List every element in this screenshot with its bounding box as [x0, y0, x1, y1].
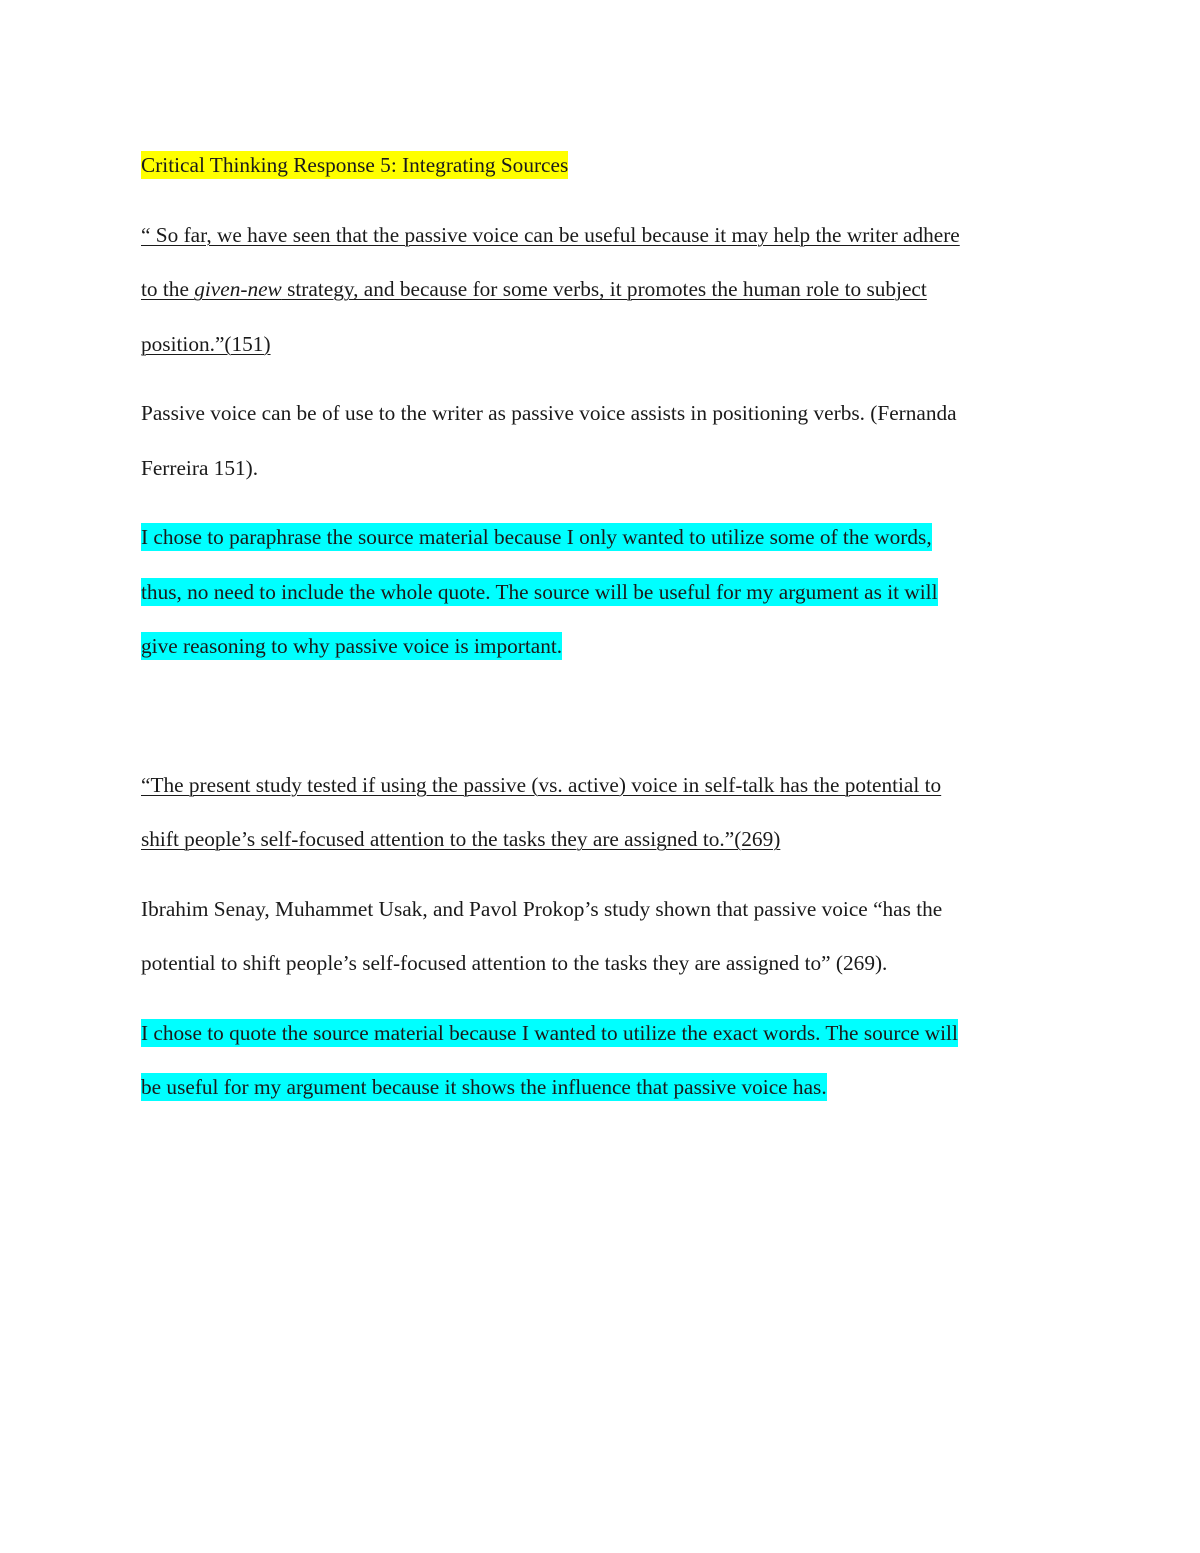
quote-1-line-3: position.”(151): [141, 331, 271, 356]
reflection-1-line-2: thus, no need to include the whole quote. The source will be useful for my argument as it will: [141, 579, 938, 604]
quote-1-line-2-pre: to the: [141, 277, 195, 301]
quote-1-line-2-post: strategy, and because for some verbs, it promotes the human role to subject: [281, 277, 927, 301]
reflection-paragraph-2: [141, 1006, 1061, 1115]
quote-block-2: [141, 758, 1061, 867]
blank-line: [141, 689, 1061, 758]
document-body: [141, 138, 1061, 1130]
reflection-1-line-1: I chose to paraphrase the source material because I only wanted to utilize some of the words,: [141, 525, 932, 549]
quotation-paragraph: [141, 882, 1061, 991]
reflection-2-line-2: be useful for my argument because it shows the influence that passive voice has.: [141, 1075, 827, 1099]
quote-2-line-2: shift people’s self-focused attention to the tasks they are assigned to.”(269): [141, 827, 781, 851]
title-text: Critical Thinking Response 5: Integrating Sources: [141, 153, 569, 177]
quote-2-line-1: “The present study tested if using the passive (vs. active) voice in self-talk has the potential to: [141, 772, 942, 797]
paraphrase-line-1: Passive voice can be of use to the writer as passive voice assists in positioning verbs. (Fernanda: [141, 401, 957, 425]
reflection-1-line-3: give reasoning to why passive voice is important.: [141, 634, 563, 658]
quote-1-italic-term: given-new: [194, 277, 282, 301]
quote-block-1: [141, 208, 1061, 372]
paraphrase-paragraph: [141, 386, 1061, 495]
quote-1-line-1: “ So far, we have seen that the passive voice can be useful because it may help the writer adhere: [141, 222, 960, 247]
reflection-2-line-1: I chose to quote the source material because I wanted to utilize the exact words. The source will: [141, 1020, 958, 1045]
quotation-line-1: Ibrahim Senay, Muhammet Usak, and Pavol Prokop’s study shown that passive voice “has the: [141, 896, 943, 921]
quotation-line-2: potential to shift people’s self-focused attention to the tasks they are assigned to” (269).: [141, 951, 888, 975]
paraphrase-line-2: Ferreira 151).: [141, 455, 259, 480]
document-title: [141, 138, 1061, 193]
reflection-paragraph-1: [141, 510, 1061, 674]
